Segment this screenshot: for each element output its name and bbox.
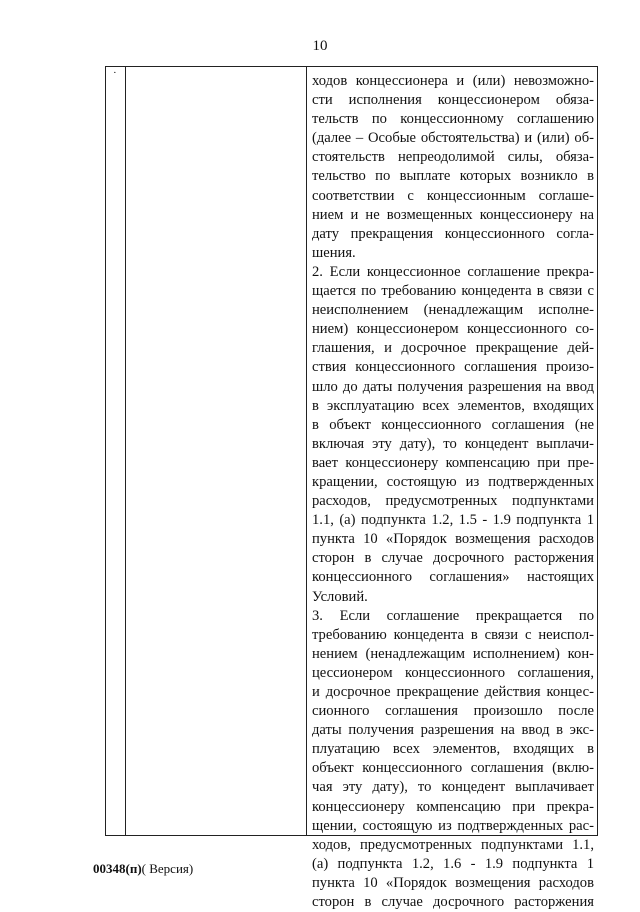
text-line: стоятельств непреодолимой силы, обяза- [312, 149, 594, 166]
text-line: вает концессионеру компенсацию при пре- [312, 454, 594, 471]
text-line: сионного соглашения произошло после [312, 703, 594, 720]
text-line: неисполнением (ненадлежащим исполне- [312, 302, 594, 319]
text-line: 2. Если концессионное соглашение прекра- [312, 263, 594, 280]
text-line: (а) подпункта 1.2, 1.6 - 1.9 подпункта 1 [312, 855, 594, 872]
cell-marker: · [113, 67, 117, 79]
text-line: концессионного соглашения» настоящих [312, 569, 594, 586]
page-number: 10 [312, 38, 328, 54]
text-line: шения. [312, 244, 356, 261]
text-line: сторон в случае досрочного расторжения [312, 550, 594, 567]
text-line: включая эту дату), то концедент выплачи- [312, 435, 594, 452]
text-line: соответствии с концессионным соглаше- [312, 187, 594, 204]
text-line: в объект концессионного соглашения (не [312, 416, 594, 433]
text-line: объект концессионного соглашения (вклю- [312, 760, 594, 777]
text-line: плуатацию всех элементов, входящих в [312, 741, 594, 758]
text-line: ходов концессионера и (или) невозможно- [312, 73, 594, 89]
column-divider [125, 67, 126, 835]
version-label: ( Версия) [141, 861, 194, 876]
text-line: расходов, предусмотренных подпунктами [312, 493, 594, 510]
text-line: в эксплуатацию всех элементов, входящих [312, 397, 594, 414]
text-line: тельство по выплате которых возникло в [312, 168, 594, 185]
text-line: ходов, предусмотренных подпунктами 1.1, [312, 836, 594, 853]
text-line: сти исполнения концессионером обяза- [312, 92, 594, 109]
text-line: щении, состоящую из подтвержденных рас- [312, 817, 594, 834]
text-line: и досрочное прекращение действия концес- [312, 684, 594, 700]
text-line: кращении, состоящую из подтвержденных [312, 473, 594, 490]
text-line: нением (ненадлежащим исполнением) кон- [312, 645, 594, 662]
text-line: глашения, и досрочное прекращение дей- [312, 340, 594, 357]
text-line: сторон в случае досрочного расторжения [312, 894, 594, 911]
text-line: нием и не возмещенных концессионеру на [312, 206, 594, 223]
text-line: 3. Если соглашение прекращается по [312, 607, 594, 624]
text-line: ствия концессионного соглашения произо- [312, 359, 594, 376]
document-code: 00348(п) [93, 861, 142, 876]
text-line: цессионером концессионного соглашения, [312, 664, 594, 681]
text-line: требованию концедента в связи с неиспол- [312, 626, 594, 643]
text-line: дату прекращения концессионного согла- [312, 225, 594, 242]
text-line: шло до даты получения разрешения на ввод [312, 378, 594, 395]
text-line: даты получения разрешения на ввод в экс- [312, 722, 594, 739]
column-divider [306, 67, 307, 835]
text-line: концессионеру компенсацию при прекра- [312, 798, 594, 815]
text-line: пункта 10 «Порядок возмещения расходов [312, 874, 594, 891]
table-cell-text [312, 72, 594, 912]
document-footer [93, 861, 193, 877]
text-line: чая эту дату), то концедент выплачивает [312, 779, 594, 796]
text-line: пункта 10 «Порядок возмещения расходов [312, 531, 594, 548]
text-line: щается по требованию концедента в связи с [312, 283, 594, 300]
text-line: нием) концессионером концессионного со- [312, 321, 594, 338]
text-line: (далее – Особые обстоятельства) и (или) об- [312, 130, 594, 147]
text-line: 1.1, (а) подпункта 1.2, 1.5 - 1.9 подпункта 1 [312, 512, 594, 529]
text-line: Условий. [312, 588, 368, 605]
text-line: тельств по концессионному соглашению [312, 111, 594, 128]
